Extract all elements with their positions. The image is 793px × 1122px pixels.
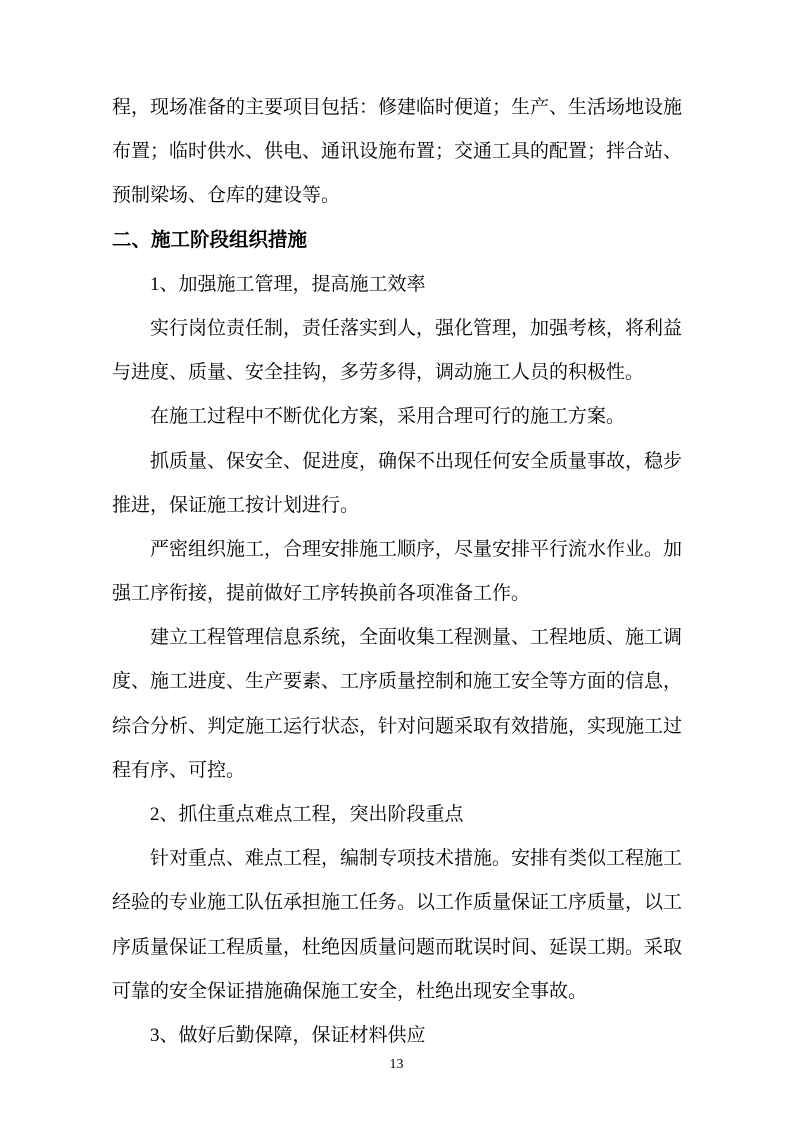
text-line: 布置；临时供水、供电、通讯设施布置；交通工具的配置；拌合站、 <box>112 141 683 163</box>
text-line: 预制梁场、仓库的建设等。 <box>112 185 341 207</box>
text-line: 3、做好后勤保障，保证材料供应 <box>150 1024 426 1046</box>
text-line: 综合分析、判定施工运行状态，针对问题采取有效措施，实现施工过 <box>112 715 683 737</box>
text-line: 在施工过程中不断优化方案，采用合理可行的施工方案。 <box>150 406 626 428</box>
text-line: 实行岗位责任制，责任落实到人，强化管理，加强考核，将利益 <box>150 317 683 339</box>
text-line: 经验的专业施工队伍承担施工任务。以工作质量保证工序质量，以工 <box>112 892 683 914</box>
text-line: 程有序、可控。 <box>112 759 246 781</box>
text-line: 可靠的安全保证措施确保施工安全，杜绝出现安全事故。 <box>112 980 588 1002</box>
section-heading: 二、施工阶段组织措施 <box>112 229 308 251</box>
text-line: 与进度、质量、安全挂钩，多劳多得，调动施工人员的积极性。 <box>112 362 645 384</box>
text-line: 2、抓住重点难点工程，突出阶段重点 <box>150 804 464 825</box>
text-line: 1、加强施工管理，提高施工效率 <box>150 273 426 295</box>
text-line: 序质量保证工程质量，杜绝因质量问题而耽误时间、延误工期。采取 <box>112 936 683 958</box>
text-line: 度、施工进度、生产要素、工序质量控制和施工安全等方面的信息， <box>112 671 683 693</box>
text-line: 程，现场准备的主要项目包括：修建临时便道；生产、生活场地设施 <box>112 97 683 118</box>
text-line: 强工序衔接，提前做好工序转换前各项准备工作。 <box>112 583 531 605</box>
document-body <box>112 86 682 1058</box>
text-line: 严密组织施工，合理安排施工顺序，尽量安排平行流水作业。加 <box>150 538 683 560</box>
text-line: 针对重点、难点工程，编制专项技术措施。安排有类似工程施工 <box>150 848 683 870</box>
page-number: 13 <box>389 1057 404 1072</box>
text-line: 推进，保证施工按计划进行。 <box>112 494 360 516</box>
text-line: 建立工程管理信息系统，全面收集工程测量、工程地质、施工调 <box>150 627 683 649</box>
text-line: 抓质量、保安全、促进度，确保不出现任何安全质量事故，稳步 <box>150 450 683 472</box>
